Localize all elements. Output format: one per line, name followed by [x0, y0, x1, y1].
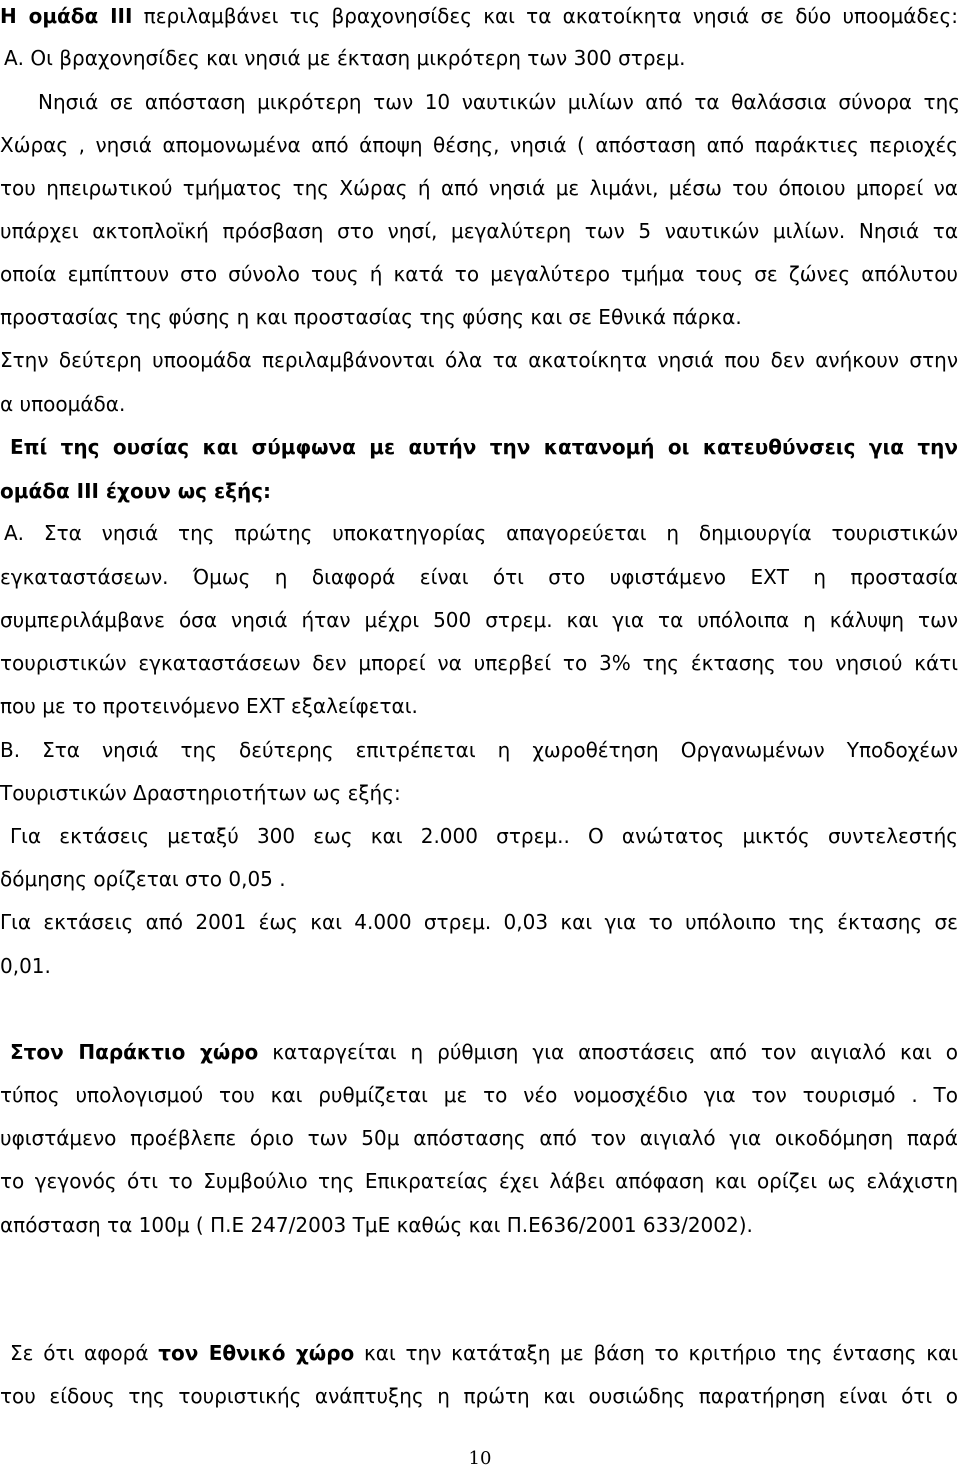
text-run: Για εκτάσεις από 2001 έως και 4.000 στρεμ. 0,03 και για το υπόλοιπο της έκτασης σε	[0, 910, 958, 934]
text-run: περιλαμβάνει τις βραχονησίδες και τα ακατοίκητα νησιά σε δύο υποομάδες:	[132, 4, 958, 28]
bold-run: τον Εθνικό χώρο	[158, 1341, 355, 1365]
paragraph-line	[0, 1126, 958, 1150]
text-run: καταργείται η ρύθμιση για αποστάσεις από τον αιγιαλό και ο	[258, 1040, 958, 1064]
paragraph-line	[0, 651, 958, 675]
text-run: Β. Στα νησιά της δεύτερης επιτρέπεται η χωροθέτηση Οργανωμένων Υποδοχέων	[0, 738, 958, 762]
paragraph-line	[0, 4, 958, 28]
paragraph-line	[0, 176, 958, 200]
paragraph-line	[10, 435, 958, 459]
paragraph-line	[10, 1341, 958, 1365]
paragraph-line	[0, 781, 401, 805]
paragraph-line	[10, 824, 958, 848]
text-run: του είδους της τουριστικής ανάπτυξης η πρώτη και ουσιώδης παρατήρηση είναι ότι ο	[0, 1384, 958, 1408]
paragraph-line	[0, 1083, 958, 1107]
paragraph-line	[0, 479, 271, 503]
paragraph-line	[0, 565, 958, 589]
text-run: Νησιά σε απόσταση μικρότερη των 10 ναυτικών μιλίων από τα θαλάσσια σύνορα της	[38, 90, 960, 114]
bold-run: Στον Παράκτιο χώρο	[10, 1040, 259, 1064]
text-run: τύπος υπολογισμού του και ρυθμίζεται με το νέο νομοσχέδιο για τον τουρισμό . Το	[0, 1083, 958, 1107]
text-run: απόσταση τα 100μ ( Π.Ε 247/2003 ΤμΕ καθώς και Π.Ε636/2001 633/2002).	[0, 1213, 753, 1237]
paragraph-line	[0, 867, 286, 891]
text-run: εγκαταστάσεων. Όμως η διαφορά είναι ότι στο υφιστάμενο ΕΧΤ η προστασία	[0, 565, 958, 589]
text-run: υπάρχει ακτοπλοϊκή πρόσβαση στο νησί, μεγαλύτερη των 5 ναυτικών μιλίων. Νησιά τα	[0, 219, 958, 243]
paragraph-line	[0, 1169, 958, 1193]
paragraph-line	[0, 910, 958, 934]
paragraph-line	[10, 1040, 958, 1064]
text-run: Α. Οι βραχονησίδες και νησιά με έκταση μικρότερη των 300 στρεμ.	[4, 46, 686, 70]
paragraph-line	[0, 608, 958, 632]
paragraph-line	[0, 738, 958, 762]
text-run: α υποομάδα.	[0, 392, 126, 416]
text-run: το γεγονός ότι το Συμβούλιο της Επικρατείας έχει λάβει απόφαση και ορίζει ως ελάχιστη	[0, 1169, 958, 1193]
text-run: και την κατάταξη με βάση το κριτήριο της έντασης και	[354, 1341, 958, 1365]
paragraph-line	[4, 46, 685, 70]
text-run: Για εκτάσεις μεταξύ 300 εως και 2.000 στρεμ.. Ο ανώτατος μικτός συντελεστής	[10, 824, 958, 848]
bold-run: ομάδα ΙΙΙ έχουν ως εξής:	[0, 479, 272, 503]
paragraph-line	[0, 1213, 753, 1237]
paragraph-line	[0, 219, 958, 243]
text-run: που με το προτεινόμενο ΕΧΤ εξαλείφεται.	[0, 694, 418, 718]
text-run: οποία εμπίπτουν στο σύνολο τους ή κατά το μεγαλύτερο τμήμα τους σε ζώνες απόλυτου	[0, 262, 958, 286]
paragraph-line	[0, 133, 958, 157]
paragraph-line	[0, 954, 51, 978]
paragraph-line	[38, 90, 960, 114]
page-number: 10	[468, 1448, 492, 1469]
paragraph-line	[0, 392, 125, 416]
text-run: Χώρας , νησιά απομονωμένα από άποψη θέσης, νησιά ( απόσταση από παράκτιες περιοχές	[0, 133, 958, 157]
text-run: Α. Στα νησιά της πρώτης υποκατηγορίας απαγορεύεται η δημιουργία τουριστικών	[4, 521, 958, 545]
paragraph-line	[0, 1384, 958, 1408]
paragraph-line	[0, 348, 958, 372]
text-run: δόμησης ορίζεται στο 0,05 .	[0, 867, 286, 891]
bold-run: Η ομάδα ΙΙΙ	[0, 4, 133, 28]
text-run: Σε ότι αφορά	[10, 1341, 159, 1365]
text-run: Τουριστικών Δραστηριοτήτων ως εξής:	[0, 781, 401, 805]
text-run: υφιστάμενο προέβλεπε όριο των 50μ απόστασης από τον αιγιαλό για οικοδόμηση παρά	[0, 1126, 958, 1150]
text-run: Στην δεύτερη υποομάδα περιλαμβάνονται όλα τα ακατοίκητα νησιά που δεν ανήκουν στην	[0, 348, 958, 372]
text-run: 0,01.	[0, 954, 51, 978]
paragraph-line	[0, 694, 418, 718]
text-run: του ηπειρωτικού τμήματος της Χώρας ή από νησιά με λιμάνι, μέσω του όποιου μπορεί να	[0, 176, 958, 200]
paragraph-line	[4, 521, 958, 545]
paragraph-line	[0, 305, 742, 329]
text-run: συμπεριλάμβανε όσα νησιά ήταν μέχρι 500 στρεμ. και για τα υπόλοιπα η κάλυψη των	[0, 608, 958, 632]
text-run: προστασίας της φύσης η και προστασίας της φύσης και σε Εθνικά πάρκα.	[0, 305, 742, 329]
paragraph-line	[0, 262, 958, 286]
text-run: τουριστικών εγκαταστάσεων δεν μπορεί να υπερβεί το 3% της έκτασης του νησιού κάτι	[0, 651, 958, 675]
bold-run: Επί της ουσίας και σύμφωνα με αυτήν την κατανομή οι κατευθύνσεις για την	[10, 435, 958, 459]
